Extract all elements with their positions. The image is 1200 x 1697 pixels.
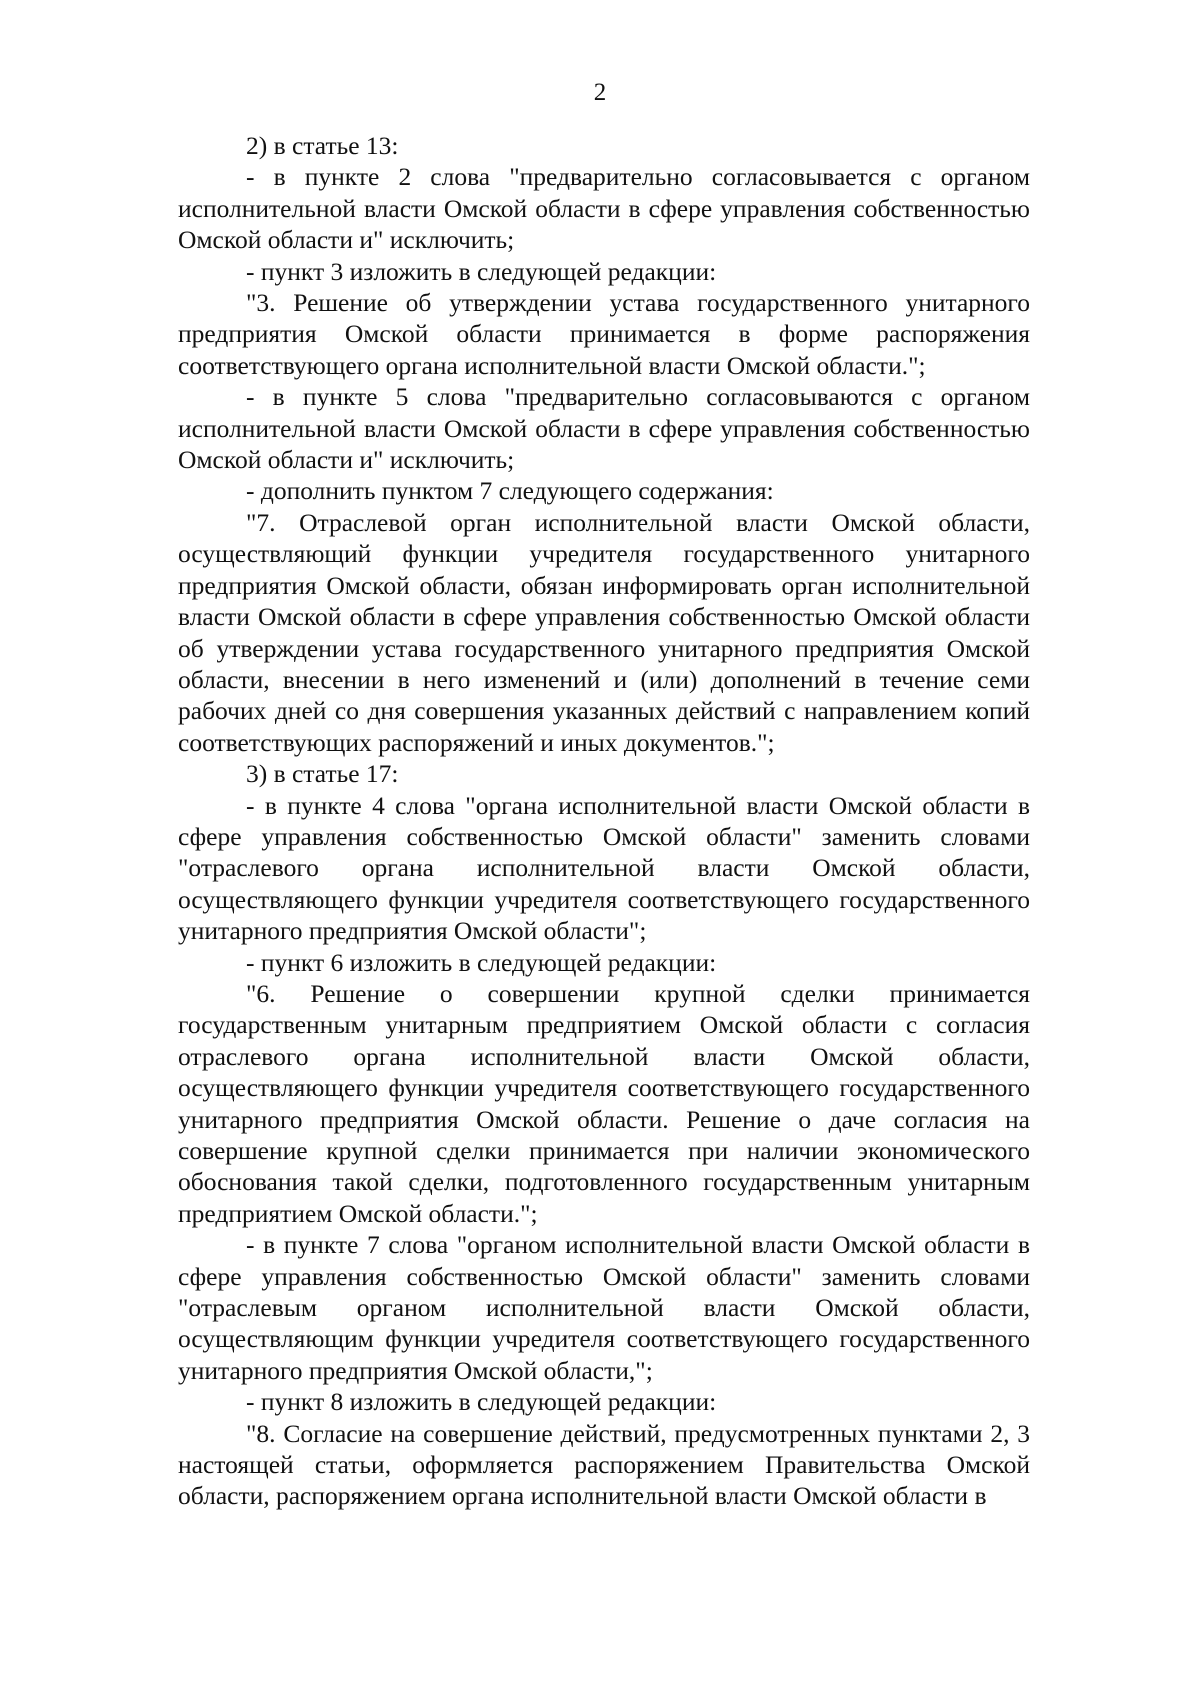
paragraph-item-4-amendment: - в пункте 4 слова "органа исполнительной власти Омской области в сфере управления собственностью Омской области" заменить словами "отраслевого органа исполнительной власти Омской области, осуществляющего функции учредителя соответствующего государственного унитарного предприятия Омской области"; (178, 790, 1030, 946)
paragraph-article-13-heading: 2) в статье 13: (246, 131, 399, 160)
paragraph-item-7-amendment: - в пункте 7 слова "органом исполнительной власти Омской области в сфере управления собственностью Омской области" заменить словами "отраслевым органом исполнительной власти Омской области, осуществляющим функции учредителя соответствующего государственного унитарного предприятия Омской области,"; (178, 1230, 1030, 1385)
paragraph-item-3-intro: - пункт 3 изложить в следующей редакции: (246, 256, 717, 286)
paragraph-item-7-text: "7. Отраслевой орган исполнительной власти Омской области, осуществляющий функции учредителя государственного унитарного предприятия Омской области, обязан информировать орган исполнительной власти Омской области в сфере управления собственностью Омской области об утверждении устава государственного унитарного предприятия Омской области, внесении в него изменений и (или) дополнений в течение семи рабочих дней со дня совершения указанных действий с направлением копий соответствующих распоряжений и иных документов."; (178, 507, 1030, 757)
paragraph-item-8-text: "8. Согласие на совершение действий, предусмотренных пунктами 2, 3 настоящей статьи, оформляется распоряжением Правительства Омской области, распоряжением органа исполнительной власти Омской области в (178, 1418, 1030, 1511)
paragraph-item-2-amendment: - в пункте 2 слова "предварительно согласовывается с органом исполнительной власти Омской области в сфере управления собственностью Омской области и" исключить; (178, 162, 1030, 255)
paragraph-item-8-intro: - пункт 8 изложить в следующей редакции: (246, 1387, 717, 1417)
paragraph-item-5-amendment: - в пункте 5 слова "предварительно согласовываются с органом исполнительной власти Омской области в сфере управления собственностью Омской области и" исключить; (178, 382, 1030, 475)
page-number: 2 (593, 79, 607, 106)
paragraph-item-3-text: "3. Решение об утверждении устава государственного унитарного предприятия Омской области принимается в форме распоряжения соответствующего органа исполнительной власти Омской области."; (178, 288, 1030, 380)
paragraph-item-6-intro: - пункт 6 изложить в следующей редакции: (246, 947, 717, 977)
paragraph-item-6-text: "6. Решение о совершении крупной сделки принимается государственным унитарным предприятием Омской области с согласия отраслевого органа исполнительной власти Омской области, осуществляющего функции учредителя соответствующего государственного унитарного предприятия Омской области. Решение о даче согласия на совершение крупной сделки принимается при наличии экономического обоснования такой сделки, подготовленного государственным унитарным предприятием Омской области."; (178, 978, 1030, 1228)
document-body (178, 130, 1030, 1512)
paragraph-article-17-heading: 3) в статье 17: (246, 759, 399, 789)
paragraph-item-7-intro: - дополнить пунктом 7 следующего содержания: (246, 476, 774, 506)
